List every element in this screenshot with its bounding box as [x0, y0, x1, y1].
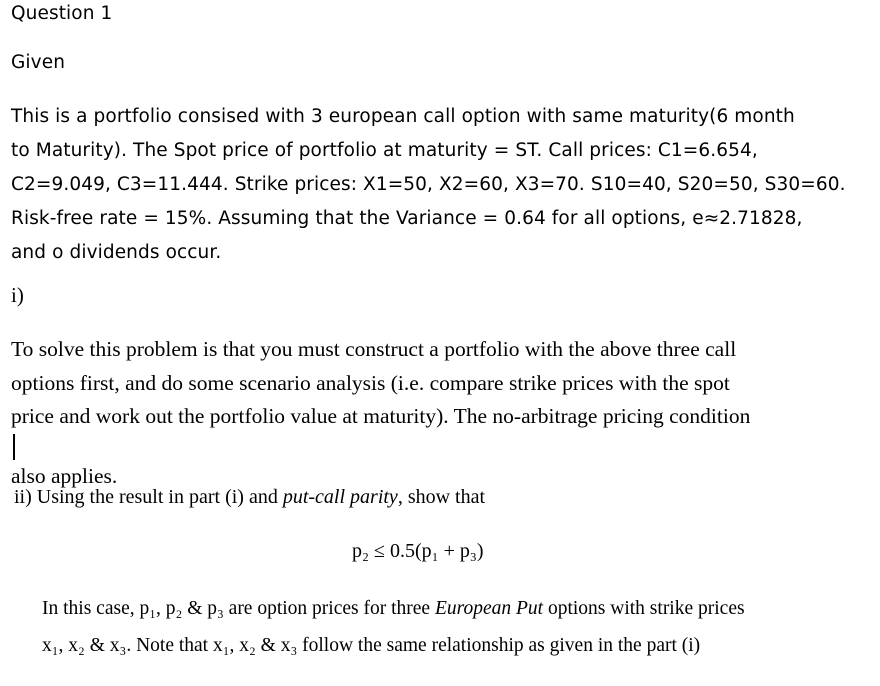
note-prefix: In this case, p₁, p₂ & p₃ are option prices for three	[42, 598, 435, 619]
problem-line: to Maturity). The Spot price of portfolio at maturity = ST. Call prices: C1=6.654,	[11, 140, 758, 161]
problem-statement	[11, 100, 871, 270]
note-line	[42, 590, 872, 627]
put-call-parity-term: put-call parity	[282, 486, 398, 508]
note-line: x₁, x₂ & x₃. Note that x₁, x₂ & x₃ follow the same relationship as given in the part (i)	[42, 635, 701, 656]
part-i-label: i)	[11, 283, 24, 307]
part-ii-question	[14, 486, 485, 509]
problem-line: C2=9.049, C3=11.444. Strike prices: X1=50, X2=60, X3=70. S10=40, S20=50, S30=60.	[11, 174, 846, 195]
question-title: Question 1	[11, 3, 113, 24]
part-ii-suffix: , show that	[397, 486, 486, 508]
part-i-line: also applies.	[11, 463, 118, 488]
part-ii-note	[42, 590, 872, 664]
part-i-line: options first, and do some scenario analysis (i.e. compare strike prices with the spot	[11, 370, 730, 395]
given-label: Given	[11, 52, 66, 73]
part-i-line-text: price and work out the portfolio value at maturity). The no-arbitrage pricing condition	[11, 404, 751, 428]
problem-line: This is a portfolio consised with 3 european call option with same maturity(6 month	[11, 106, 795, 127]
inequality-formula: p₂ ≤ 0.5(p₁ + p₃)	[352, 540, 484, 562]
problem-line: and o dividends occur.	[11, 242, 222, 263]
part-i-line: To solve this problem is that you must construct a portfolio with the above three call	[11, 337, 737, 361]
part-i-line	[11, 400, 871, 460]
text-cursor	[13, 434, 15, 460]
part-ii-prefix: ii) Using the result in part (i) and	[14, 486, 283, 508]
european-put-term: European Put	[434, 598, 544, 619]
part-i-text	[11, 333, 871, 493]
problem-line: Risk-free rate = 15%. Assuming that the Variance = 0.64 for all options, e≈2.71828,	[11, 208, 803, 229]
note-suffix: options with strike prices	[543, 598, 745, 619]
